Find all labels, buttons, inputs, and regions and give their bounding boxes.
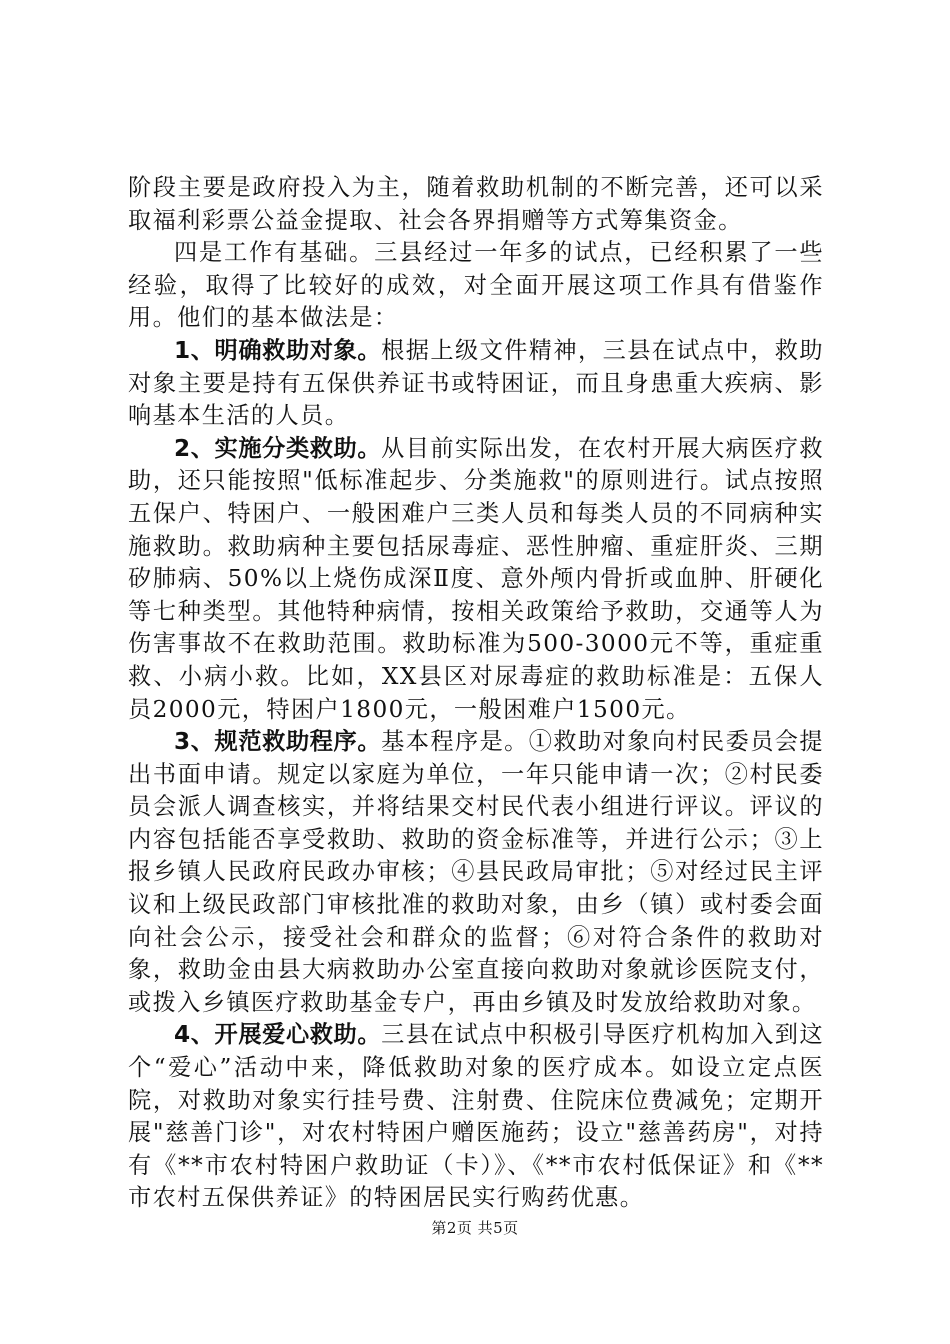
paragraph-item-3 — [128, 726, 824, 1019]
paragraph-text: 根据上级文件精神，三县在试点中，救助对象主要是持有五保供养证书或特困证，而且身患重大疾病、影响基本生活的人员。 — [128, 336, 824, 430]
page-number-label: 第2页 共5页 — [431, 1219, 519, 1237]
paragraph-item-4 — [128, 1019, 824, 1215]
item-heading: 1、明确救助对象。 — [174, 336, 382, 364]
paragraph-item-1 — [128, 335, 824, 433]
item-heading: 2、实施分类救助。 — [174, 434, 382, 462]
page-footer — [0, 1218, 950, 1238]
document-body — [128, 172, 824, 1215]
paragraph-funding — [128, 172, 824, 237]
paragraph-text: 从目前实际出发，在农村开展大病医疗救助，还只能按照"低标准起步、分类施救"的原则进行。试点按照五保户、特困户、一般困难户三类人员和每类人员的不同病种实施救助。救助病种主要包括尿毒症、恶性肿瘤、重症肝炎、三期矽肺病、50%以上烧伤成深Ⅱ度、意外颅内骨折或血肿、肝硬化等七种类型。其他特种病情，按相关政策给予救助，交通等人为伤害事故不在救助范围。救助标准为500-3000元不等，重症重救、小病小救。比如，XX县区对尿毒症的救助标准是：五保人员2000元，特困户1800元，一般困难户1500元。 — [128, 434, 824, 723]
paragraph-item-2 — [128, 433, 824, 726]
item-heading: 3、规范救助程序。 — [174, 728, 382, 756]
paragraph-text: 基本程序是。①救助对象向村民委员会提出书面申请。规定以家庭为单位，一年只能申请一次；②村民委员会派人调查核实，并将结果交村民代表小组进行评议。评议的内容包括能否享受救助、救助的资金标准等，并进行公示；③上报乡镇人民政府民政办审核；④县民政局审批；⑤对经过民主评议和上级民政部门审核批准的救助对象，由乡（镇）或村委会面向社会公示，接受社会和群众的监督；⑥对符合条件的救助对象，救助金由县大病救助办公室直接向救助对象就诊医院支付，或拨入乡镇医疗救助基金专户，再由乡镇及时发放给救助对象。 — [128, 728, 824, 1016]
paragraph-text: 三县在试点中积极引导医疗机构加入到这个“爱心”活动中来，降低救助对象的医疗成本。如设立定点医院，对救助对象实行挂号费、注射费、住院床位费减免；定期开展"慈善门诊"，对农村特困户赠医施药；设立"慈善药房"，对持有《**市农村特困户救助证（卡）》、《**市农村低保证》和《**市农村五保供养证》的特困居民实行购药优惠。 — [128, 1021, 824, 1212]
paragraph-text: 阶段主要是政府投入为主，随着救助机制的不断完善，还可以采取福利彩票公益金提取、社会各界捐赠等方式筹集资金。 — [128, 174, 824, 234]
paragraph-text: 四是工作有基础。三县经过一年多的试点，已经积累了一些经验，取得了比较好的成效，对全面开展这项工作具有借鉴作用。他们的基本做法是： — [128, 239, 824, 332]
paragraph-foundation — [128, 237, 824, 335]
item-heading: 4、开展爱心救助。 — [174, 1021, 382, 1049]
